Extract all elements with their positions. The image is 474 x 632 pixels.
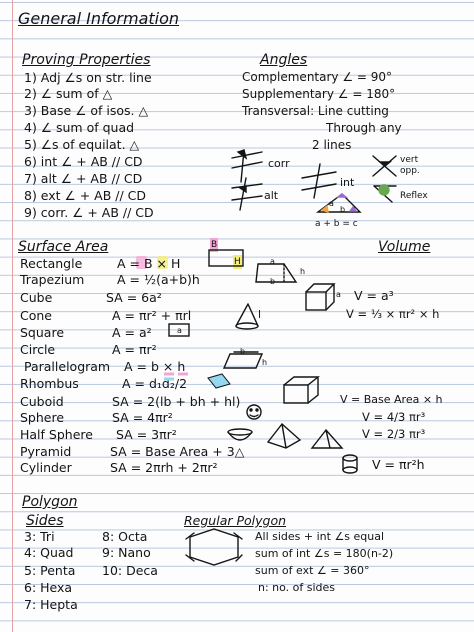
trap-label-h: h bbox=[300, 267, 306, 276]
sa-name-sphere: Sphere bbox=[20, 410, 65, 425]
sa-formula-cuboid: SA = 2(lb + bh + hl) bbox=[112, 394, 241, 409]
sa-formula-rectangle: A = B × H bbox=[117, 256, 181, 271]
sa-formula-cone: A = πr² + πrl bbox=[112, 308, 192, 323]
sa-name-square: Square bbox=[20, 325, 65, 340]
trap-label-a: a bbox=[270, 257, 275, 266]
cuboid-sketch bbox=[284, 377, 318, 403]
corr-label: corr bbox=[268, 157, 290, 170]
para-label-h: h bbox=[262, 358, 268, 367]
volume-heading: Volume bbox=[378, 239, 431, 255]
proving-item-6: 6) int ∠ + AB // CD bbox=[24, 154, 143, 169]
sa-formula-parallelogram: A = b × h bbox=[124, 359, 186, 374]
regular-line-2: sum of int ∠s = 180(n-2) bbox=[255, 547, 394, 560]
proving-item-2: 2) ∠ sum of △ bbox=[24, 86, 113, 101]
sa-name-trapezium: Trapezium bbox=[20, 272, 85, 287]
rhombus-sketch bbox=[164, 374, 230, 388]
transversal-text-2: Through any bbox=[326, 121, 402, 135]
trap-label-b: b bbox=[270, 277, 276, 286]
hexagon-sketch bbox=[186, 529, 242, 565]
trapezium-sketch bbox=[256, 264, 296, 282]
sa-name-rhombus: Rhombus bbox=[20, 376, 79, 391]
complementary-text: Complementary ∠ = 90° bbox=[242, 70, 393, 84]
volume-cylinder: V = πr²h bbox=[372, 457, 425, 472]
side-nano: 9: Nano bbox=[102, 545, 151, 560]
sides-heading: Sides bbox=[26, 513, 64, 529]
opp-label: opp. bbox=[400, 166, 420, 176]
polygon-heading: Polygon bbox=[22, 494, 78, 510]
page-title: General Information bbox=[18, 9, 180, 28]
surface-area-heading: Surface Area bbox=[18, 239, 109, 255]
sa-name-circle: Circle bbox=[20, 342, 56, 357]
para-label-b: b bbox=[240, 347, 246, 356]
sa-name-cone: Cone bbox=[20, 308, 52, 323]
sa-formula-trapezium: A = ½(a+b)h bbox=[117, 272, 200, 287]
sa-formula-rhombus: A = d₁d₂/2 bbox=[122, 376, 188, 391]
proving-item-1: 1) Adj ∠s on str. line bbox=[24, 70, 152, 85]
vert-opp-sketch bbox=[373, 156, 396, 176]
half-sphere-sketch bbox=[228, 429, 252, 440]
sa-formula-square: A = a² bbox=[112, 325, 152, 340]
proving-item-4: 4) ∠ sum of quad bbox=[24, 120, 135, 135]
side-hexa: 6: Hexa bbox=[24, 580, 73, 595]
side-hepta: 7: Hepta bbox=[24, 597, 78, 612]
sa-name-cuboid: Cuboid bbox=[20, 394, 64, 409]
triangle-sketch bbox=[318, 194, 360, 212]
cone-sketch bbox=[236, 304, 258, 329]
transversal-text: Transversal: Line cutting bbox=[242, 104, 389, 118]
tri-label-b: b bbox=[340, 205, 346, 214]
regular-line-1: All sides + int ∠s equal bbox=[255, 530, 385, 543]
sa-name-rectangle: Rectangle bbox=[20, 256, 83, 271]
tri-label-a: a bbox=[329, 199, 334, 208]
alt-label: alt bbox=[264, 189, 279, 202]
regular-line-4: n: no. of sides bbox=[258, 581, 336, 594]
supplementary-text: Supplementary ∠ = 180° bbox=[242, 87, 396, 101]
abc-label: a + b = c bbox=[315, 219, 358, 229]
cube-sketch bbox=[306, 284, 334, 310]
volume-cone: V = ⅓ × πr² × h bbox=[346, 307, 440, 321]
pyramid-sketch bbox=[268, 424, 342, 448]
cube-label-a: a bbox=[336, 290, 341, 299]
int-angle-sketch bbox=[302, 164, 336, 198]
sa-formula-half-sphere: SA = 3πr² bbox=[116, 427, 177, 442]
sa-name-cylinder: Cylinder bbox=[20, 460, 72, 475]
rect-label-h: H bbox=[234, 257, 241, 267]
int-label: int bbox=[340, 176, 355, 189]
sa-name-pyramid: Pyramid bbox=[20, 444, 72, 459]
square-label-a: a bbox=[177, 326, 182, 335]
volume-sphere: V = 4/3 πr³ bbox=[362, 410, 426, 424]
sa-formula-sphere: SA = 4πr² bbox=[112, 410, 173, 425]
vert-label: vert bbox=[400, 155, 419, 165]
sphere-sketch bbox=[247, 405, 261, 419]
side-tri: 3: Tri bbox=[24, 529, 55, 544]
reflex-sketch bbox=[374, 185, 396, 202]
sa-formula-cube: SA = 6a² bbox=[106, 290, 162, 305]
transversal-text-3: 2 lines bbox=[312, 138, 352, 152]
corr-angle-sketch bbox=[232, 150, 262, 182]
proving-item-7: 7) alt ∠ + AB // CD bbox=[24, 171, 143, 186]
sa-name-half-sphere: Half Sphere bbox=[20, 427, 93, 442]
proving-item-8: 8) ext ∠ + AB // CD bbox=[24, 188, 147, 203]
volume-cube: V = a³ bbox=[354, 288, 394, 303]
regular-polygon-heading: Regular Polygon bbox=[184, 513, 287, 528]
proving-item-9: 9) corr. ∠ + AB // CD bbox=[24, 205, 154, 220]
parallelogram-sketch bbox=[224, 352, 262, 368]
side-deca: 10: Deca bbox=[102, 563, 158, 578]
volume-half-sphere: V = 2/3 πr³ bbox=[362, 427, 426, 441]
proving-item-5: 5) ∠s of equilat. △ bbox=[24, 137, 140, 152]
rect-label-b: B bbox=[211, 240, 218, 250]
proving-item-3: 3) Base ∠ of isos. △ bbox=[24, 103, 149, 118]
side-penta: 5: Penta bbox=[24, 563, 76, 578]
reflex-label: Reflex bbox=[400, 191, 428, 201]
rectangle-sketch bbox=[209, 250, 243, 266]
cone-label-l: l bbox=[258, 308, 262, 321]
sa-formula-pyramid: SA = Base Area + 3△ bbox=[110, 444, 245, 459]
volume-cuboid: V = Base Area × h bbox=[340, 393, 443, 406]
cylinder-sketch bbox=[343, 455, 357, 473]
sa-name-parallelogram: Parallelogram bbox=[24, 359, 111, 374]
side-octa: 8: Octa bbox=[102, 529, 148, 544]
angles-heading: Angles bbox=[260, 52, 308, 68]
regular-line-3: sum of ext ∠ = 360° bbox=[255, 564, 370, 577]
sa-name-cube: Cube bbox=[20, 290, 53, 305]
sa-formula-cylinder: SA = 2πrh + 2πr² bbox=[110, 460, 218, 475]
sa-formula-circle: A = πr² bbox=[112, 342, 157, 357]
square-sketch bbox=[169, 324, 189, 336]
side-quad: 4: Quad bbox=[24, 545, 74, 560]
alt-angle-sketch bbox=[232, 178, 262, 210]
proving-heading: Proving Properties bbox=[22, 52, 151, 68]
